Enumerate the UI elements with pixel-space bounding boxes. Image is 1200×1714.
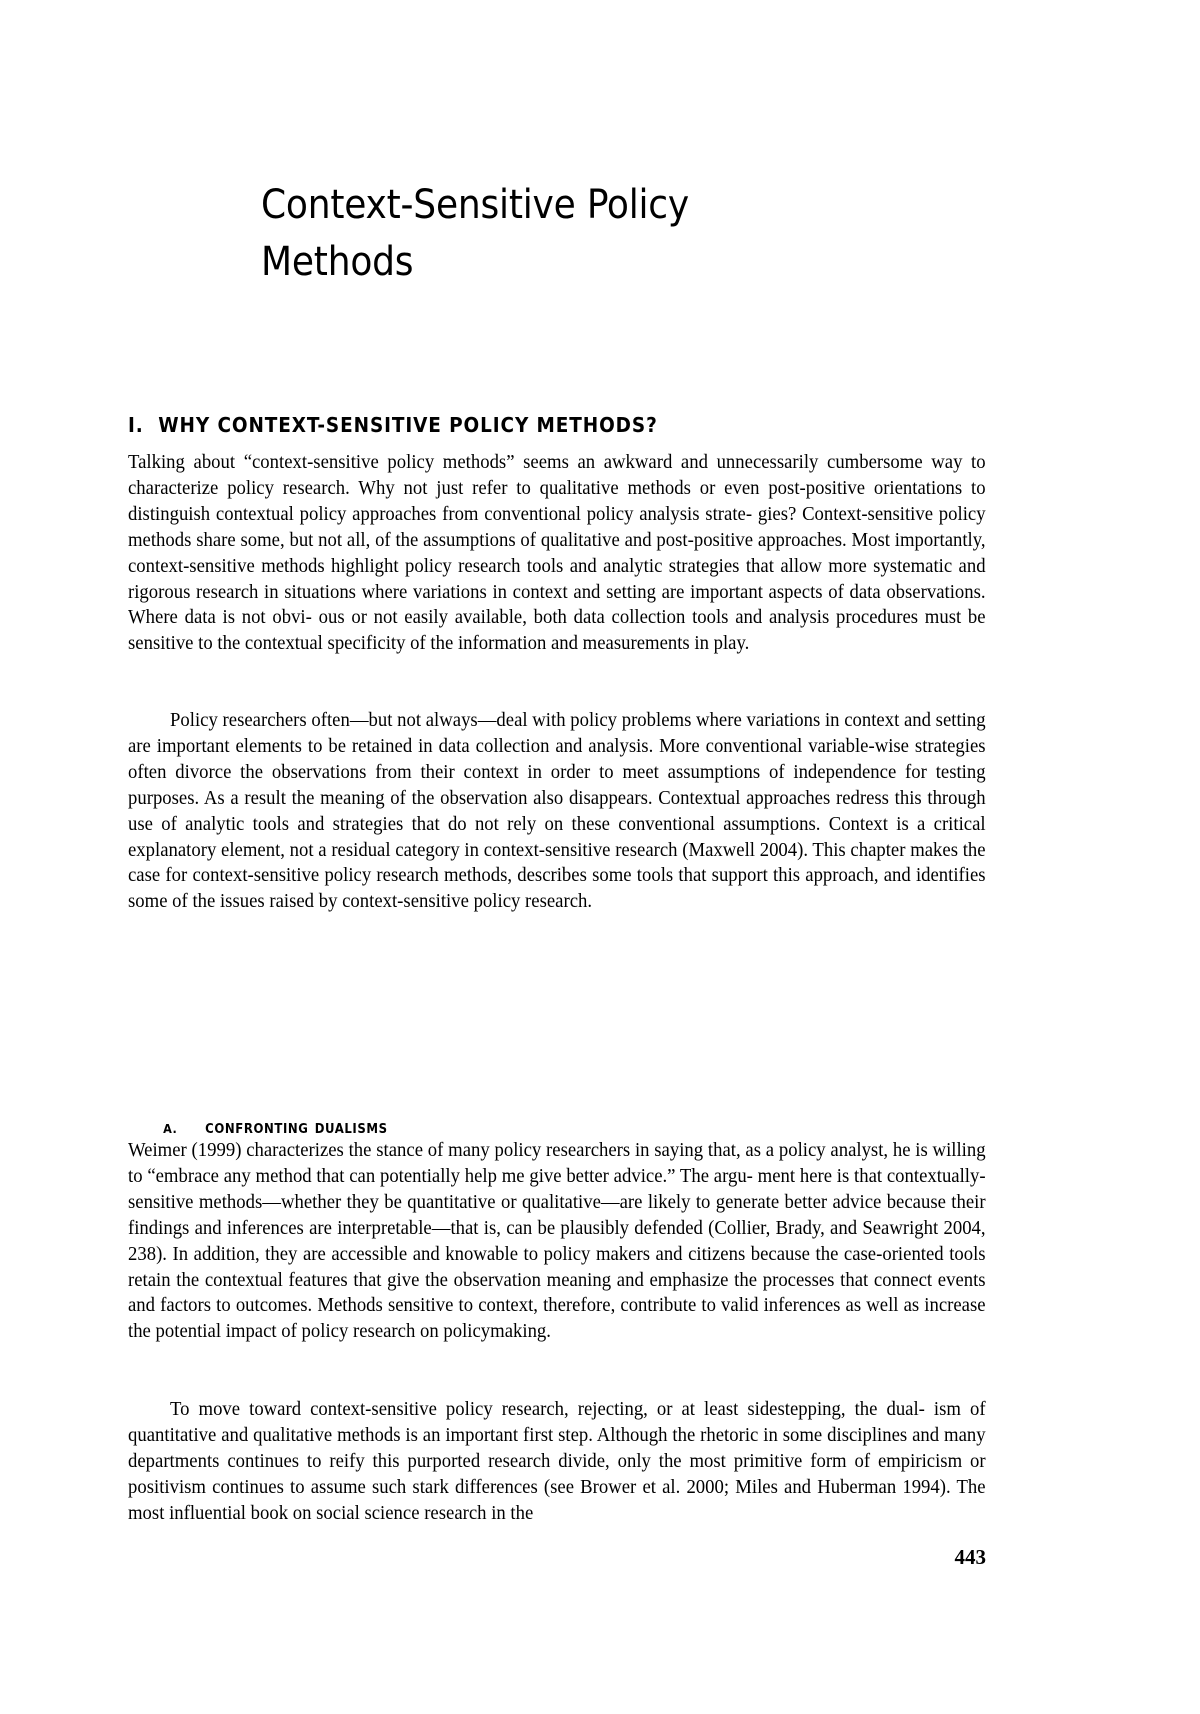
chapter-title-line-2: Methods <box>261 238 414 285</box>
paragraph-weimer: Weimer (1999) characterizes the stance of many policy researchers in saying that, as a policy analyst, he is willing to “embrace any method that can potentially help me give better advice.” The argu- ment here is that contextually-sensitive methods—whether they be quantitative or qualitative—are likely to generate better advice because their findings and inferences are interpretable—that is, can be plausibly defended (Collier, Brady, and Seawright 2004, 238). In addition, they are accessible and knowable to policy makers and citizens because the case-oriented tools retain the contextual features that give the observation meaning and emphasize the processes that connect events and factors to outcomes. Methods sensitive to context, therefore, contribute to valid inferences as well as increase the potential impact of policy research on policymaking. <box>128 1140 986 1343</box>
section-heading-why-context-sensitive-policy-methods: I. WHY CONTEXT-SENSITIVE POLICY METHODS? <box>128 413 658 437</box>
chapter-title-line-1: Context-Sensitive Policy <box>261 181 689 228</box>
paragraph-intro: Talking about “context-sensitive policy methods” seems an awkward and unnecessarily cumbersome way to characterize policy research. Why not just refer to qualitative methods or even post-positive orientations to distinguish contextual policy approaches from conventional policy analysis strate- gies? Context-sensitive policy methods share some, but not all, of the assumptions of qualitative and post-positive approaches. Most importantly, context-sensitive methods highlight policy research tools and analytic strategies that allow more systematic and rigorous research in situations where variations in context and setting are important aspects of data observations. Where data is not obvi- ous or not easily available, both data collection tools and analysis procedures must be sensitive to the contextual specificity of the information and measurements in play. <box>128 452 986 655</box>
page-number: 443 <box>954 1545 986 1569</box>
subsection-letter: A. <box>163 1120 178 1136</box>
subsection-title: confronting dualisms <box>205 1116 388 1138</box>
page-content-area <box>128 0 986 1714</box>
paragraph-policy-researchers: Policy researchers often—but not always—deal with policy problems where variations in context and setting are important elements to be retained in data collection and analysis. More conventional variable-wise strategies often divorce the observations from their context in order to meet assumptions of independence for testing purposes. As a result the meaning of the observation also disappears. Contextual approaches redress this through use of analytic tools and strategies that do not rely on these conventional assumptions. Context is a critical explanatory element, not a residual category in context-sensitive research (Maxwell 2004). This chapter makes the case for context-sensitive policy research methods, describes some tools that support this approach, and identifies some of the issues raised by context-sensitive policy research. <box>128 710 986 913</box>
paragraph-to-move: To move toward context-sensitive policy research, rejecting, or at least sidestepping, the dual- ism of quantitative and qualitative methods is an important first step. Although the rhetoric in some disciplines and many departments continues to reify this purported research divide, only the most primitive form of empiricism or positivism continues to assume such stark differences (see Brower et al. 2000; Miles and Huberman 1994). The most influential book on social science research in the <box>128 1399 986 1524</box>
paragraph-policy-researchers-block <box>128 708 986 915</box>
paragraph-weimer-block <box>128 1138 986 1345</box>
paragraph-intro-block <box>128 450 986 657</box>
chapter-title <box>261 177 881 291</box>
paragraph-to-move-block <box>128 1397 986 1527</box>
